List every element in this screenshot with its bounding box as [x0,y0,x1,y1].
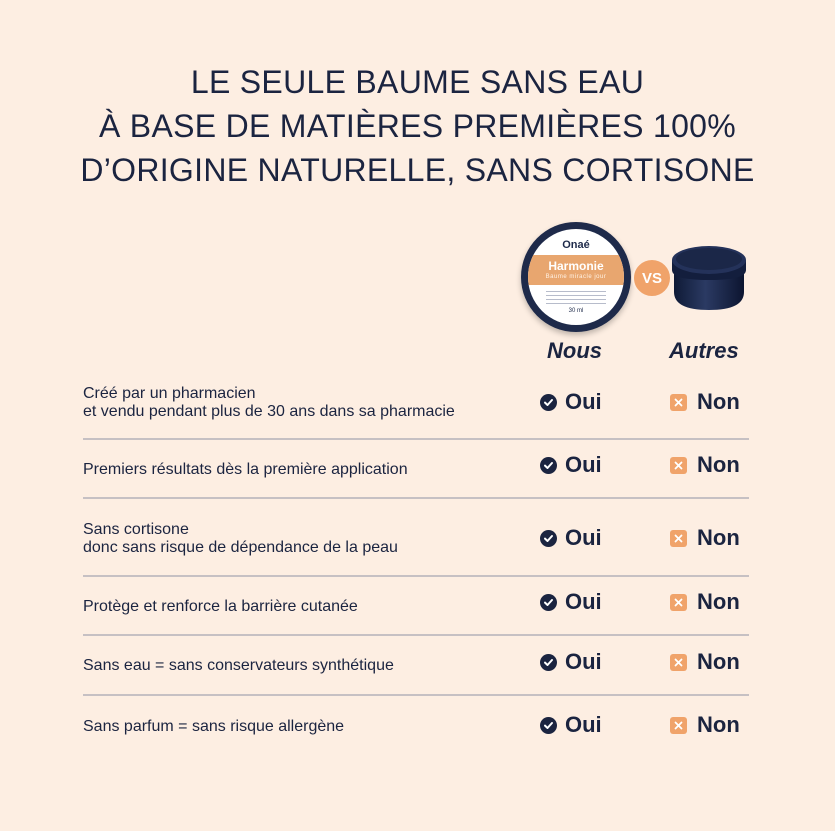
x-square-icon [670,594,687,611]
others-value-text: Non [697,589,740,614]
ours-value-text: Oui [565,525,602,550]
check-circle-icon [540,654,557,671]
x-square-icon [670,530,687,547]
jar-brand: Onaé [562,239,590,251]
row-label-line-2: et vendu pendant plus de 30 ans dans sa pharmacie [83,403,455,420]
row-label [83,461,523,479]
row-label [83,521,523,557]
headline-line-3: D’ORIGINE NATURELLE, SANS CORTISONE [80,152,755,188]
row-divider [83,694,749,696]
ours-value-text: Oui [565,389,602,414]
ours-value-text: Oui [565,649,602,674]
x-square-icon [670,394,687,411]
row-label-line-2: donc sans risque de dépendance de la peau [83,539,398,556]
onae-harmonie-jar-image [521,222,631,332]
ours-value [540,389,602,415]
row-divider [83,575,749,577]
ours-value-text: Oui [565,452,602,477]
jar-fine-print [546,291,606,305]
ours-value-text: Oui [565,712,602,737]
x-square-icon [670,654,687,671]
row-label-line-1: Sans parfum = sans risque allergène [83,718,345,735]
check-circle-icon [540,457,557,474]
ours-value-text: Oui [565,589,602,614]
others-value [670,389,740,415]
check-circle-icon [540,394,557,411]
row-divider [83,634,749,636]
ours-value [540,649,602,675]
x-square-icon [670,457,687,474]
others-value [670,525,740,551]
row-label [83,657,523,675]
jar-product-subtitle: Baume miracle jour [545,274,607,280]
others-value [670,649,740,675]
headline [0,60,835,192]
x-square-icon [670,717,687,734]
others-value-text: Non [697,649,740,674]
others-value-text: Non [697,452,740,477]
jar-product-name: Harmonie [548,259,604,273]
ours-value [540,589,602,615]
row-label-line-1: Protège et renforce la barrière cutanée [83,598,358,615]
others-value-text: Non [697,389,740,414]
others-value [670,712,740,738]
generic-jar-image [666,240,752,314]
ours-value [540,712,602,738]
row-label-line-1: Premiers résultats dès la première application [83,461,408,478]
headline-line-2: À BASE DE MATIÈRES PREMIÈRES 100% [98,108,737,144]
row-label-line-1: Sans cortisone [83,521,189,538]
row-label-line-1: Sans eau = sans conservateurs synthétique [83,657,394,674]
row-label [83,598,523,616]
others-value-text: Non [697,525,740,550]
jar-label [528,229,624,325]
row-divider [83,438,749,440]
vs-badge: VS [632,258,672,298]
others-value [670,452,740,478]
check-circle-icon [540,717,557,734]
ours-value [540,452,602,478]
ours-value [540,525,602,551]
column-header-autres: Autres [669,338,739,363]
others-value-text: Non [697,712,740,737]
headline-line-1: LE SEULE BAUME SANS EAU [190,64,645,100]
check-circle-icon [540,530,557,547]
row-label [83,718,523,736]
others-value [670,589,740,615]
row-divider [83,497,749,499]
row-label [83,385,523,421]
row-label-line-1: Créé par un pharmacien [83,385,256,402]
column-header-nous: Nous [547,338,602,363]
jar-volume: 30 ml [568,308,584,314]
check-circle-icon [540,594,557,611]
